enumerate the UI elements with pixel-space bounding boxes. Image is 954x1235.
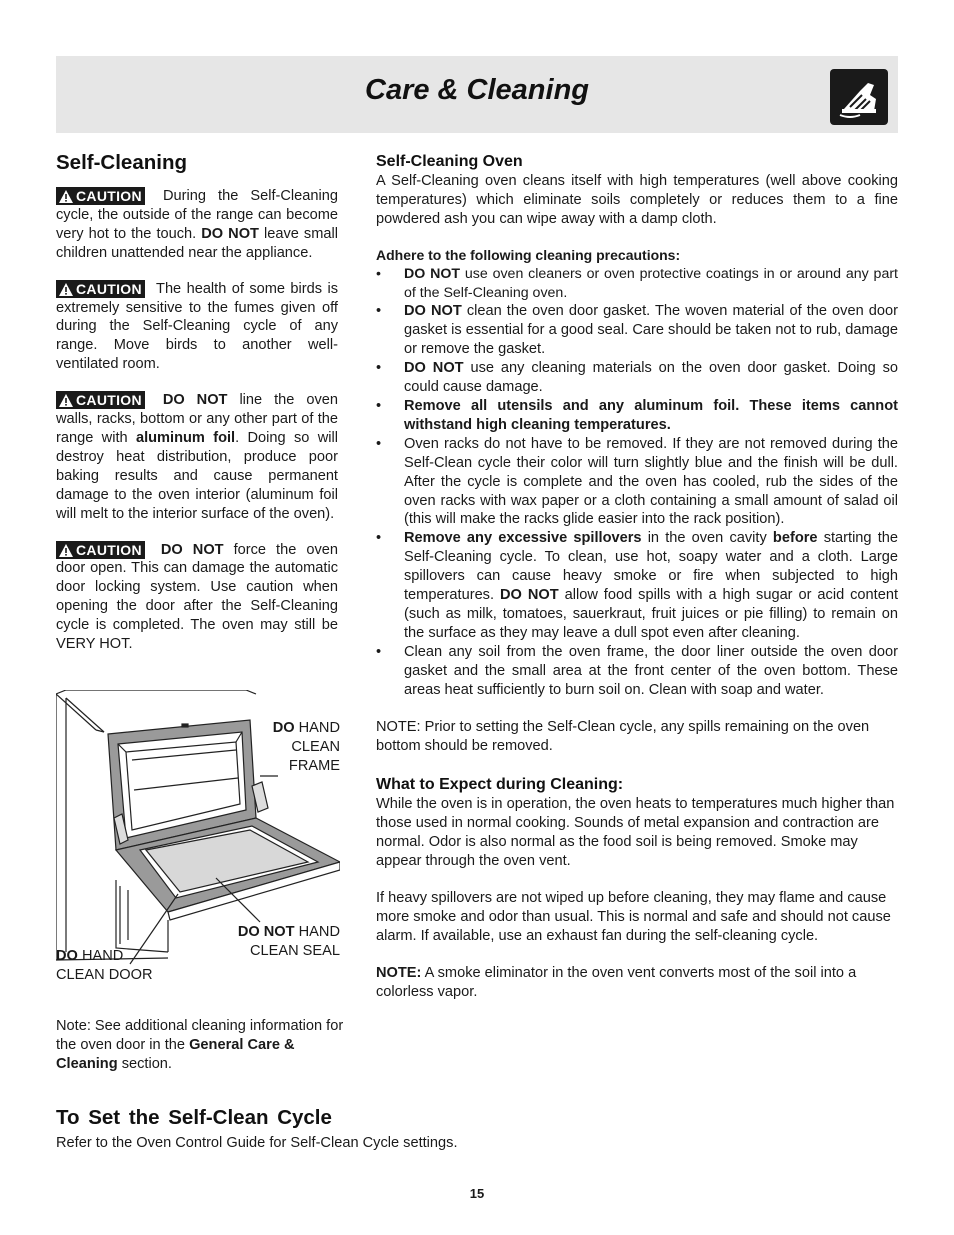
- caution1-bold: DO NOT: [201, 225, 259, 242]
- caution-badge: [56, 280, 145, 298]
- left-column: [56, 150, 338, 671]
- note-bold-link: General Care & Cleaning: [56, 1036, 295, 1072]
- caution-paragraph-foil: [56, 391, 338, 523]
- b4-bold: Remove all utensils and any aluminum foil. These items cannot withstand high cleaning temperatures.: [404, 397, 898, 433]
- caution3-text-a: line the oven walls, racks, bottom or any other part of the range with: [56, 392, 338, 446]
- label-clean-frame: [270, 719, 340, 776]
- oven-intro: A Self-Cleaning oven cleans itself with high temperatures (well above cooking temperatures) which eliminate soils completely or reduces them to a fine powdered ash you can wipe away with a damp cloth.: [376, 173, 898, 227]
- expect-paragraph-2: If heavy spillovers are not wiped up before cleaning, they may flame and cause more smoke and odor than usual. This is normal and safe and should not cause alarm. If available, use an exhaust fan during the self-cleaning cycle.: [376, 889, 891, 944]
- note-prior-self-clean: NOTE: Prior to setting the Self-Clean cycle, any spills remaining on the oven bottom should be removed.: [376, 719, 870, 755]
- oven-door-figure: [56, 690, 340, 990]
- label-seal-line1: HAND: [298, 924, 340, 940]
- right-column: [376, 152, 898, 1001]
- caution3-bold-foil: aluminum foil: [135, 429, 236, 446]
- b1-text: use oven cleaners or oven protective coatings in or around any part of the Self-Cleaning oven.: [404, 265, 898, 301]
- caution-label: CAUTION: [76, 280, 142, 297]
- list-item: [376, 435, 898, 530]
- set-self-clean-heading: To Set the Self-Clean Cycle: [56, 1106, 332, 1129]
- b6-bold1: Remove any excessive spillovers: [404, 530, 642, 547]
- label-door-line1: HAND: [81, 948, 124, 964]
- warning-triangle-icon: [59, 190, 73, 203]
- label-frame-line2: CLEAN: [291, 739, 340, 755]
- precautions-heading-text: Adhere to the following cleaning precautions:: [376, 246, 681, 263]
- warning-triangle-icon: [59, 394, 73, 407]
- note-text-b: section.: [121, 1055, 172, 1072]
- label-door-line2: CLEAN DOOR: [56, 967, 153, 983]
- note2-text: A smoke eliminator in the oven vent converts most of the soil into a colorless vapor.: [376, 964, 857, 1000]
- list-item: [376, 643, 898, 700]
- label-frame-bold: DO: [272, 720, 295, 736]
- note2-bold: NOTE:: [376, 964, 422, 981]
- b3-text: use any cleaning materials on the oven door gasket. Doing so could cause damage.: [404, 360, 898, 396]
- b2-text: clean the oven door gasket. The woven material of the oven door gasket is essential for a good seal. Care should be taken not to rub, damage or remove the gasket.: [404, 303, 898, 358]
- what-to-expect-heading: What to Expect during Cleaning:: [376, 776, 624, 794]
- cleaning-glove-icon: [830, 69, 888, 125]
- caution-label: CAUTION: [76, 541, 142, 558]
- b6-bold3: DO NOT: [500, 587, 559, 604]
- caution4-bold: DO NOT: [160, 541, 224, 558]
- bullet: •: [376, 360, 382, 377]
- label-clean-seal: [226, 923, 340, 961]
- caution-paragraph-heat: [56, 187, 338, 263]
- note-text-a: Note: See additional cleaning information for the oven door in the: [56, 1018, 344, 1053]
- self-cleaning-heading: Self-Cleaning: [56, 151, 187, 174]
- smoke-eliminator-note: [376, 964, 898, 1002]
- precautions-heading: [376, 246, 898, 265]
- caution1-text-a: During the Self-Cleaning cycle, the outside of the range can become very hot to the touch.: [56, 188, 338, 242]
- b7-text: Clean any soil from the oven frame, the door liner outside the oven door gasket and the small area at the front center of the oven bottom. These areas heat sufficiently to burn soil on. Clean with soap and water.: [404, 643, 898, 698]
- self-cleaning-oven-heading: Self-Cleaning Oven: [376, 153, 523, 170]
- b6-bold2: before: [772, 530, 818, 547]
- page-number: 15: [469, 1186, 485, 1201]
- bullet: •: [376, 303, 382, 320]
- label-frame-line3: FRAME: [288, 758, 340, 774]
- b6-text-a: in the oven cavity: [647, 530, 767, 547]
- caution-label: CAUTION: [76, 188, 142, 204]
- b2-bold: DO NOT: [404, 303, 462, 320]
- label-seal-line2: CLEAN SEAL: [249, 943, 340, 959]
- caution4-text: force the oven door open. This can damage the automatic door locking system. Use caution when opening the door after the Self-Cleaning cycle is completed. The oven may still be VERY HOT.: [56, 541, 338, 653]
- b1-bold: DO NOT: [404, 265, 461, 282]
- header-band: [56, 56, 898, 133]
- bullet: •: [376, 435, 382, 452]
- oven-door-note: [56, 1017, 346, 1074]
- bullet: •: [376, 643, 382, 660]
- label-seal-bold: DO NOT: [237, 924, 295, 940]
- caution-badge: [56, 541, 145, 559]
- precautions-list: [376, 265, 898, 700]
- warning-triangle-icon: [59, 283, 73, 296]
- caution-label: CAUTION: [76, 392, 142, 409]
- b6-text-b: starting the Self-Cleaning cycle. To clean, use hot, soapy water and a cloth. Large spillovers can cause heavy smoke or fire when subjected to high temperatures.: [404, 530, 898, 604]
- caution1-text-b: leave small children unattended near the appliance.: [56, 225, 338, 261]
- set-self-clean-text: Refer to the Oven Control Guide for Self-Clean Cycle settings.: [56, 1135, 458, 1151]
- page-title: Care & Cleaning: [365, 74, 589, 106]
- label-door-bold: DO: [56, 948, 78, 964]
- bullet: •: [376, 265, 381, 282]
- caution-paragraph-birds: [56, 280, 338, 375]
- label-clean-door: [56, 947, 153, 985]
- caution2-text: The health of some birds is extremely sensitive to the fumes given off during the Self-Cleaning cycle of any range. Move birds to another well-ventilated room.: [56, 280, 338, 373]
- b3-bold: DO NOT: [404, 360, 464, 377]
- bullet: •: [376, 530, 382, 547]
- warning-triangle-icon: [59, 544, 73, 557]
- label-frame-line1: HAND: [298, 720, 340, 736]
- list-item: [376, 265, 898, 303]
- caution3-text-b: . Doing so will destroy heat distribution, produce poor baking results and cause permanent damage to the oven interior (aluminum foil will melt to the interior surface of the oven).: [56, 429, 339, 522]
- caution-badge: [56, 187, 145, 205]
- list-item: [376, 529, 898, 642]
- bullet: •: [376, 397, 382, 414]
- list-item: [376, 397, 898, 435]
- list-item: [376, 302, 898, 359]
- b6-text-c: allow food spills with a high sugar or acid content (such as milk, tomatoes, sauerkraut, fruit juices or pie filling) to remain on the surface as they may leave a dull spot even after cleaning.: [404, 587, 898, 641]
- caution-badge: [56, 391, 145, 409]
- caution3-bold: DO NOT: [162, 392, 228, 409]
- list-item: [376, 359, 898, 397]
- expect-paragraph-1: While the oven is in operation, the oven heats to temperatures much higher than those used in normal cooking. Sounds of metal expansion and contraction are normal. Odor is also normal as the food soil is being removed. Smoke may appear through the oven vent.: [376, 796, 895, 869]
- b5-text: Oven racks do not have to be removed. If they are not removed during the Self-Clean cycle their color will turn slightly blue and the finish will be dull. After the cycle is complete and the oven has cooled, rub the sides of the oven racks with wax paper or a cloth containing a small amount of salad oil (this will make the racks glide easier into the rack position).: [404, 435, 898, 528]
- caution-paragraph-door: [56, 541, 338, 654]
